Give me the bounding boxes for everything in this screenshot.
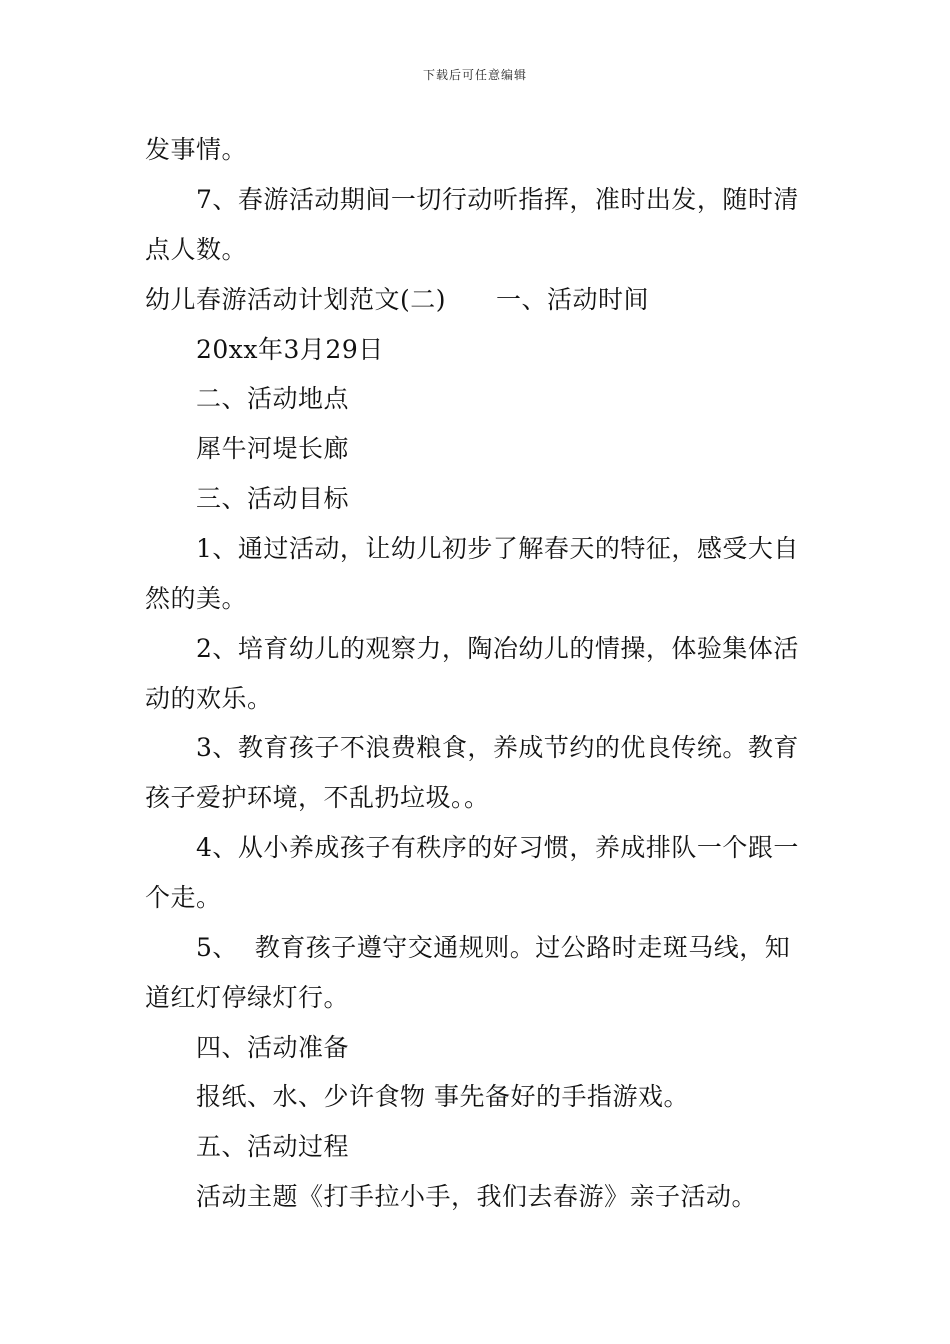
text-line: 3、教育孩子不浪费粮食，养成节约的优良传统。教育 <box>196 733 799 762</box>
text-line: 道红灯停绿灯行。 <box>145 983 350 1012</box>
text-line: 4、从小养成孩子有秩序的好习惯，养成排队一个跟一 <box>196 833 799 862</box>
section-heading: 二、活动地点 <box>196 384 350 413</box>
text-line: 2、培育幼儿的观察力，陶冶幼儿的情操，体验集体活 <box>196 634 799 663</box>
text-line: 孩子爱护环境，不乱扔垃圾。。 <box>145 783 490 812</box>
page-header: 下载后可任意编辑 <box>422 68 527 82</box>
text-line: 7、春游活动期间一切行动听指挥，准时出发，随时清 <box>196 185 799 214</box>
text-line: 活动主题《打手拉小手，我们去春游》亲子活动。 <box>196 1182 758 1211</box>
text-line: 20xx年3月29日 <box>196 335 384 364</box>
text-line: 个走。 <box>145 883 222 912</box>
document-title: 幼儿春游活动计划范文(二) <box>145 285 447 314</box>
text-line: 5、 教育孩子遵守交通规则。过公路时走斑马线，知 <box>196 933 791 962</box>
text-line: 发事情。 <box>145 135 248 164</box>
text-line: 然的美。 <box>145 584 248 613</box>
section-heading: 五、活动过程 <box>196 1132 350 1161</box>
section-title-line <box>145 285 649 315</box>
section-heading: 四、活动准备 <box>196 1033 350 1062</box>
text-line: 点人数。 <box>145 235 248 264</box>
text-line: 报纸、水、少许食物 事先备好的手指游戏。 <box>196 1082 689 1111</box>
text-line: 1、通过活动，让幼儿初步了解春天的特征，感受大自 <box>196 534 799 563</box>
text-line: 犀牛河堤长廊 <box>196 434 350 463</box>
section-heading: 一、活动时间 <box>496 285 650 314</box>
text-line: 动的欢乐。 <box>145 684 273 713</box>
section-heading: 三、活动目标 <box>196 484 350 513</box>
